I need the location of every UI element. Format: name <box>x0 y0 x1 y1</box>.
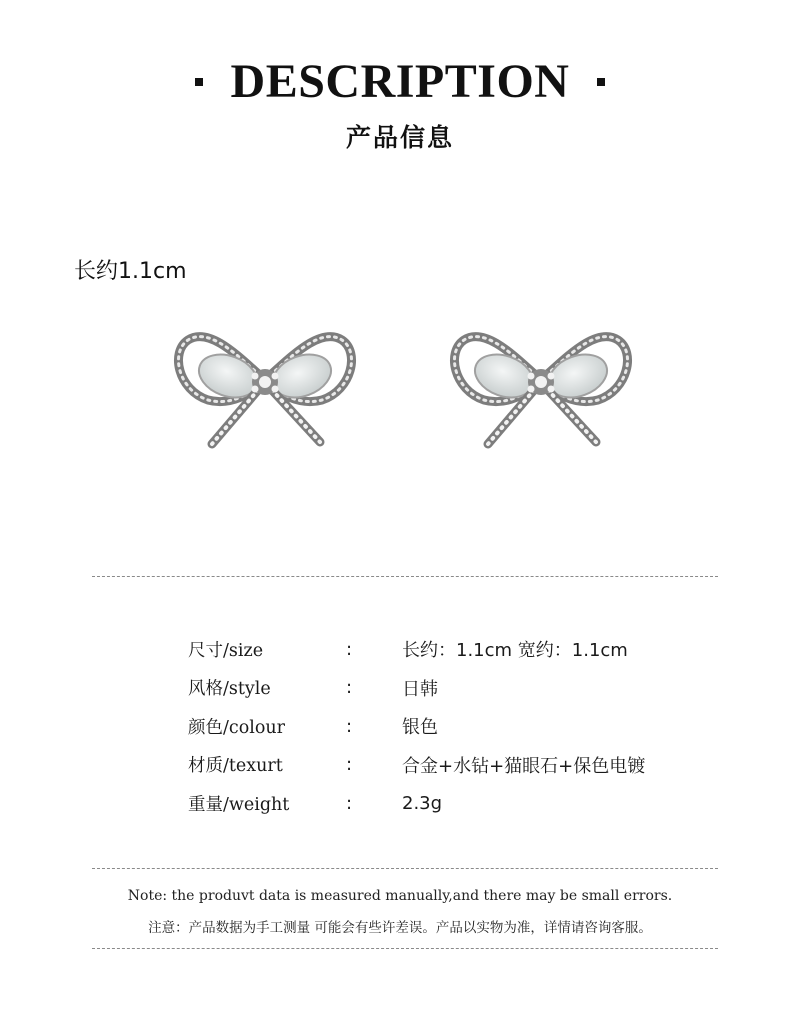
spec-value: 2.3g <box>402 792 443 814</box>
section-divider <box>92 576 718 577</box>
note-chinese: 注意：产品数据为手工测量 可能会有些许差误。产品以实物为准，详情请咨询客服。 <box>148 920 652 936</box>
spec-value: 银色 <box>402 717 438 739</box>
spec-colon: : <box>346 715 353 737</box>
note-english: Note: the produvt data is measured manually,and there may be small errors. <box>127 888 673 904</box>
spec-row-colour <box>188 707 708 746</box>
page-subtitle: 产品信息 <box>345 123 454 152</box>
spec-colon: : <box>346 677 353 699</box>
spec-row-material <box>188 746 708 785</box>
title-bullet-left <box>195 78 203 86</box>
spec-value: 长约：1.1cm 宽约：1.1cm <box>402 640 628 662</box>
spec-label: 材质/texurt <box>188 756 283 777</box>
bow-earring-icon <box>170 318 360 468</box>
spec-label: 风格/style <box>188 679 271 700</box>
length-label: 长约1.1cm <box>74 259 187 284</box>
spec-value: 日韩 <box>402 678 438 700</box>
spec-label: 尺寸/size <box>188 640 264 661</box>
page-title: DESCRIPTION <box>230 55 570 108</box>
spec-colon: : <box>346 638 353 660</box>
spec-row-style <box>188 669 708 708</box>
spec-value: 合金+水钻+猫眼石+保色电镀 <box>402 755 646 777</box>
spec-row-weight <box>188 784 708 823</box>
title-bullet-right <box>597 78 605 86</box>
spec-label: 颜色/colour <box>188 717 286 738</box>
spec-row-size <box>188 630 708 669</box>
note-divider-top <box>92 868 718 869</box>
spec-table <box>188 630 708 823</box>
spec-colon: : <box>346 754 353 776</box>
spec-label: 重量/weight <box>188 794 290 815</box>
bow-earring-icon <box>446 318 636 468</box>
page-title-row <box>0 52 800 112</box>
spec-colon: : <box>346 792 353 814</box>
note-divider-bottom <box>92 948 718 949</box>
